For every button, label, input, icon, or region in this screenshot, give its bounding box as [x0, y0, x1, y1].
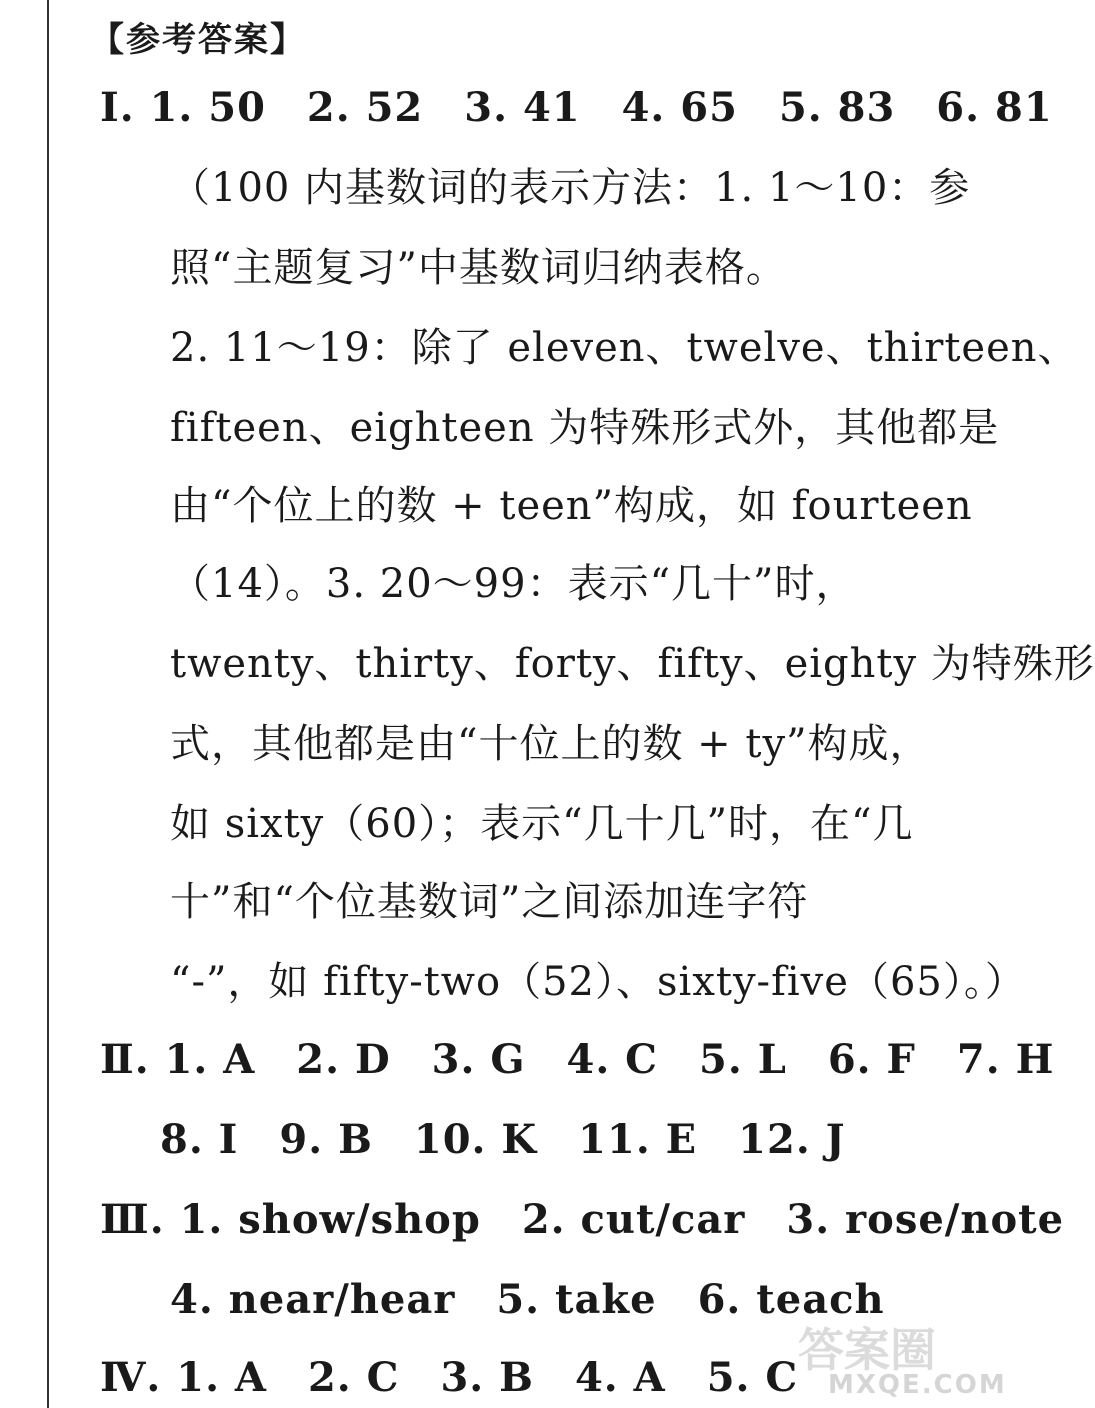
answer-line-9: 式，其他都是由“十位上的数 + ty”构成，	[170, 721, 931, 767]
answer-line-5: fifteen、eighteen 为特殊形式外，其他都是	[170, 405, 1000, 451]
answer-key-title: 【参考答案】	[90, 20, 306, 60]
answer-line-15: Ⅲ. 1. show/shop 2. cut/car 3. rose/note	[100, 1196, 1065, 1243]
answer-line-14: 8. I 9. B 10. K 11. E 12. J	[160, 1116, 846, 1163]
answer-line-8: twenty、thirty、forty、fifty、eighty 为特殊形	[170, 641, 1095, 687]
watermark-text: MXQE.COM	[828, 1370, 1007, 1400]
watermark-logo: 答案圈	[798, 1323, 936, 1377]
answer-line-7: （14）。3. 20～99：表示“几十”时，	[170, 561, 857, 607]
answer-line-17: Ⅳ. 1. A 2. C 3. B 4. A 5. C	[100, 1354, 799, 1401]
answer-line-11: 十”和“个位基数词”之间添加连字符	[170, 879, 809, 925]
answer-line-10: 如 sixty（60）；表示“几十几”时，在“几	[170, 801, 914, 847]
answer-line-16: 4. near/hear 5. take 6. teach	[170, 1276, 885, 1323]
watermark	[788, 1314, 1007, 1404]
answer-line-13: Ⅱ. 1. A 2. D 3. G 4. C 5. L 6. F 7. H	[100, 1036, 1055, 1083]
answer-line-1: Ⅰ. 1. 50 2. 52 3. 41 4. 65 5. 83 6. 81	[100, 84, 1053, 131]
margin-rule	[47, 0, 49, 1408]
answer-line-6: 由“个位上的数 + teen”构成，如 fourteen	[170, 483, 973, 529]
answer-line-2: （100 内基数词的表示方法：1. 1～10：参	[170, 165, 971, 211]
answer-line-4: 2. 11～19：除了 eleven、twelve、thirteen、	[170, 325, 1079, 371]
answer-line-3: 照“主题复习”中基数词归纳表格。	[170, 245, 787, 291]
answer-line-12: “-”，如 fifty-two（52）、sixty-five（65）。）	[170, 959, 1026, 1005]
